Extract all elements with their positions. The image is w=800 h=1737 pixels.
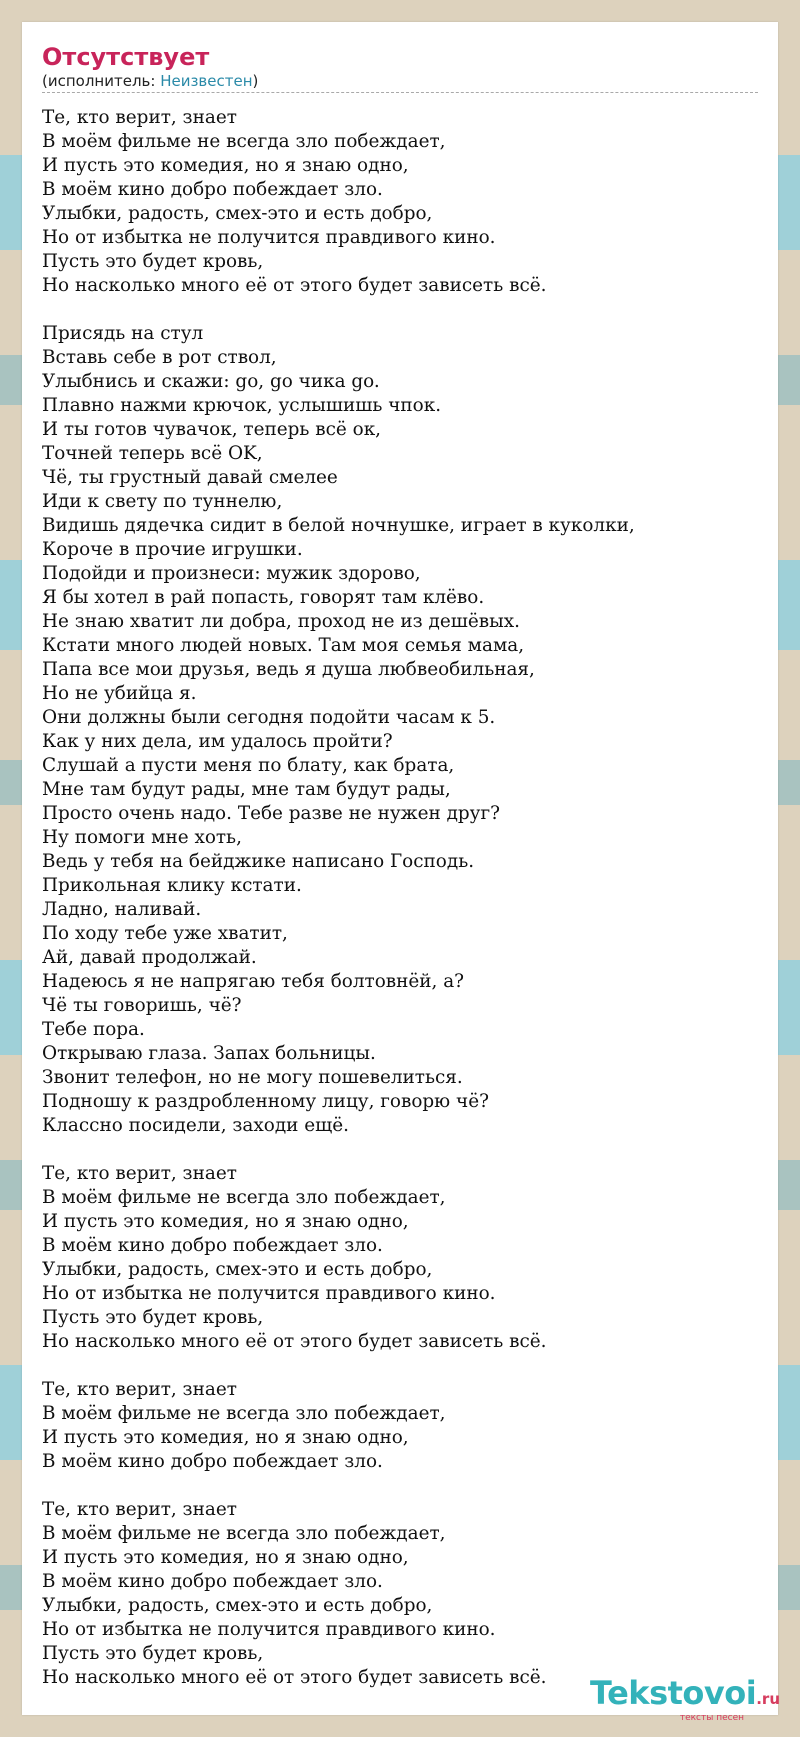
stanza-gap — [42, 1138, 758, 1162]
lyric-line: В моём фильме не всегда зло побеждает, — [42, 131, 446, 152]
lyric-line: Но насколько много её от этого будет зависеть всё. — [42, 1667, 547, 1688]
lyric-line: Плавно нажми крючок, услышишь чпок. — [42, 395, 442, 416]
lyric-line: Присядь на стул — [42, 323, 204, 344]
lyric-line: Точней теперь всё OK, — [42, 443, 263, 464]
lyric-line: Слушай а пусти меня по блату, как брата, — [42, 755, 455, 776]
lyric-line: Подношу к раздробленному лицу, говорю чё? — [42, 1091, 489, 1112]
lyric-line: В моём фильме не всегда зло побеждает, — [42, 1403, 446, 1424]
lyric-line: Тебе пора. — [42, 1019, 145, 1040]
stanza-gap — [42, 1354, 758, 1378]
lyric-line: Но насколько много её от этого будет зависеть всё. — [42, 275, 547, 296]
logo-tagline: тексты песен — [679, 1713, 744, 1723]
lyric-line: Кстати много людей новых. Там моя семья мама, — [42, 635, 525, 656]
lyric-line: Мне там будут рады, мне там будут рады, — [42, 779, 451, 800]
lyric-line: Ведь у тебя на бейджике написано Господь. — [42, 851, 475, 872]
lyric-line: Не знаю хватит ли добра, проход не из дешёвых. — [42, 611, 520, 632]
lyric-line: В моём кино добро побеждает зло. — [42, 1571, 383, 1592]
lyric-line: В моём кино добро побеждает зло. — [42, 1451, 383, 1472]
lyric-line: Короче в прочие игрушки. — [42, 539, 303, 560]
performer-link[interactable]: Неизвестен — [160, 72, 253, 90]
lyric-line: Улыбки, радость, смех-это и есть добро, — [42, 1595, 433, 1616]
lyric-line: И пусть это комедия, но я знаю одно, — [42, 1547, 409, 1568]
lyric-line: Открываю глаза. Запах больницы. — [42, 1043, 376, 1064]
lyric-line: Пусть это будет кровь, — [42, 1307, 264, 1328]
stanza-gap — [42, 1474, 758, 1498]
lyric-line: Пусть это будет кровь, — [42, 1643, 264, 1664]
performer-prefix: (исполнитель: — [42, 72, 161, 90]
lyric-line: В моём кино добро побеждает зло. — [42, 1235, 383, 1256]
lyric-line: И пусть это комедия, но я знаю одно, — [42, 1211, 409, 1232]
logo-wordmark — [590, 1676, 780, 1716]
lyric-line: Папа все мои друзья, ведь я душа любвеобильная, — [42, 659, 535, 680]
lyric-line: Чё ты говоришь, чё? — [42, 995, 242, 1016]
lyric-line: Надеюсь я не напрягаю тебя болтовнёй, а? — [42, 971, 465, 992]
lyric-line: Но от избытка не получится правдивого кино. — [42, 1619, 496, 1640]
lyric-line: Просто очень надо. Тебе разве не нужен друг? — [42, 803, 500, 824]
lyric-line: Но от избытка не получится правдивого кино. — [42, 227, 496, 248]
lyric-line: Те, кто верит, знает — [42, 1499, 237, 1520]
lyrics-card — [22, 22, 778, 1715]
lyric-line: Улыбки, радость, смех-это и есть добро, — [42, 1259, 433, 1280]
lyric-line: Те, кто верит, знает — [42, 1163, 237, 1184]
lyric-line: Классно посидели, заходи ещё. — [42, 1115, 349, 1136]
lyric-line: В моём фильме не всегда зло побеждает, — [42, 1523, 446, 1544]
lyric-line: Ладно, наливай. — [42, 899, 202, 920]
song-title: Отсутствует — [42, 43, 210, 71]
lyric-line: Те, кто верит, знает — [42, 1379, 237, 1400]
lyric-line: Но насколько много её от этого будет зависеть всё. — [42, 1331, 547, 1352]
performer-line — [42, 72, 758, 93]
lyric-line: Пусть это будет кровь, — [42, 251, 264, 272]
lyric-line: Улыбки, радость, смех-это и есть добро, — [42, 203, 433, 224]
lyric-line: Я бы хотел в рай попасть, говорят там клёво. — [42, 587, 485, 608]
lyric-line: Чё, ты грустный давай смелее — [42, 467, 338, 488]
lyric-line: Прикольная клику кстати. — [42, 875, 302, 896]
lyric-line: Ай, давай продолжай. — [42, 947, 257, 968]
lyric-line: И пусть это комедия, но я знаю одно, — [42, 1427, 409, 1448]
lyric-line: И ты готов чувачок, теперь всё ок, — [42, 419, 382, 440]
lyric-line: Улыбнись и скажи: go, go чика go. — [42, 371, 380, 392]
lyric-line: Как у них дела, им удалось пройти? — [42, 731, 393, 752]
lyrics-text — [42, 106, 758, 1690]
lyric-line: Они должны были сегодня подойти часам к 5. — [42, 707, 496, 728]
lyric-line: Но не убийца я. — [42, 683, 197, 704]
performer-suffix: ) — [252, 72, 259, 90]
lyric-line: Иди к свету по туннелю, — [42, 491, 283, 512]
stanza-gap — [42, 298, 758, 322]
lyric-line: Те, кто верит, знает — [42, 107, 237, 128]
lyric-line: Видишь дядечка сидит в белой ночнушке, играет в куколки, — [42, 515, 635, 536]
logo-main-text: Tekstovoi — [590, 1674, 757, 1712]
lyric-line: Но от избытка не получится правдивого кино. — [42, 1283, 496, 1304]
lyric-line: Вставь себе в рот ствол, — [42, 347, 277, 368]
lyric-line: По ходу тебе уже хватит, — [42, 923, 288, 944]
lyric-line: Звонит телефон, но не могу пошевелиться. — [42, 1067, 463, 1088]
lyric-line: В моём фильме не всегда зло побеждает, — [42, 1187, 446, 1208]
lyric-line: Ну помоги мне хоть, — [42, 827, 242, 848]
logo-suffix: .ru — [756, 1690, 780, 1708]
lyric-line: В моём кино добро побеждает зло. — [42, 179, 383, 200]
lyric-line: Подойди и произнеси: мужик здорово, — [42, 563, 421, 584]
site-logo[interactable] — [590, 1676, 780, 1723]
lyric-line: И пусть это комедия, но я знаю одно, — [42, 155, 409, 176]
